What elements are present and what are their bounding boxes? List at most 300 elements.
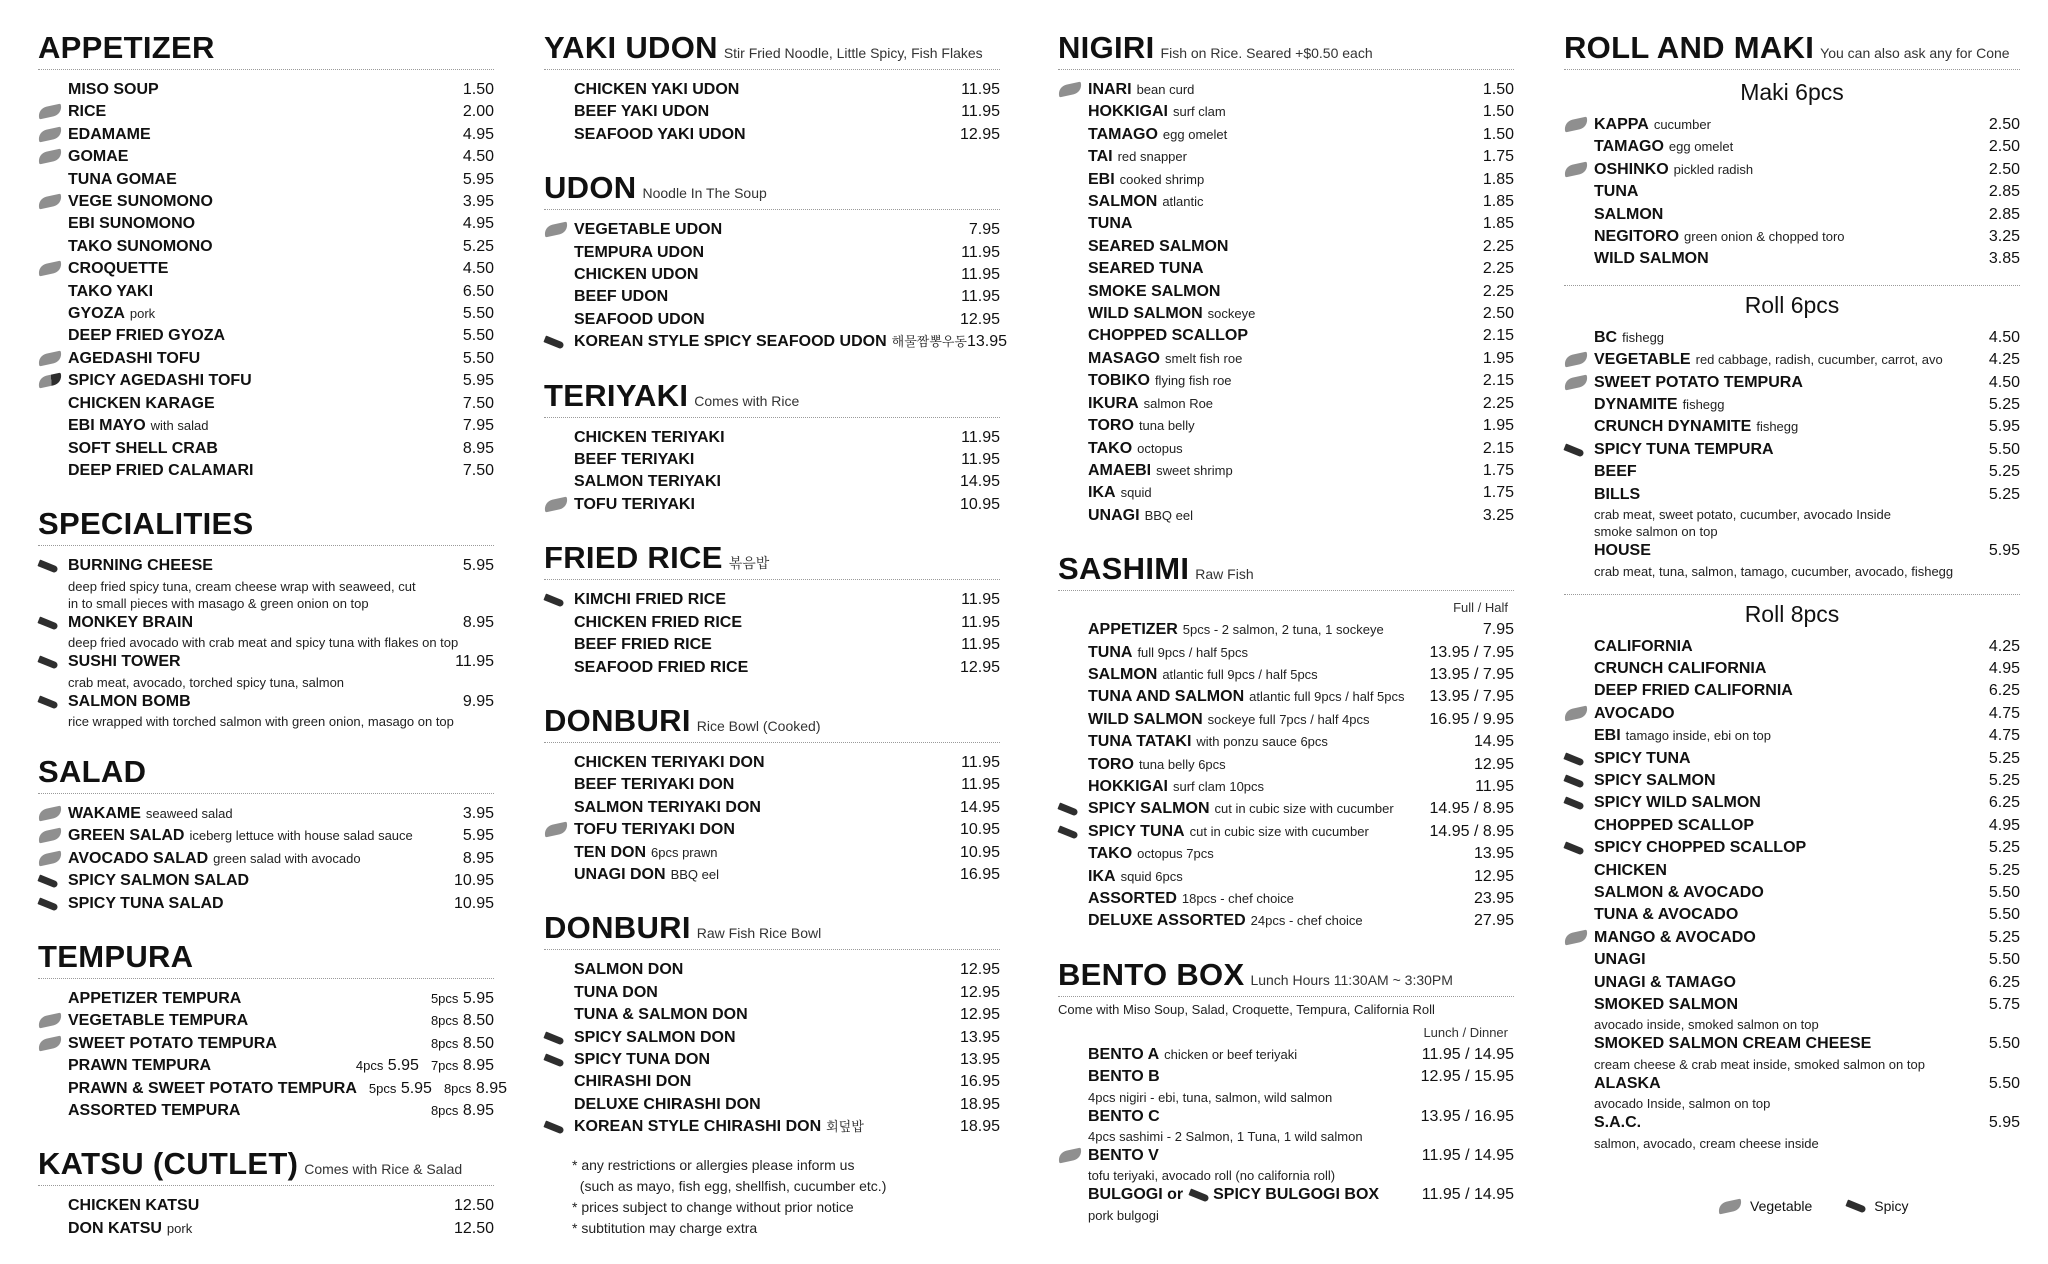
item-name: SPICY TUNA DON — [574, 1050, 711, 1068]
menu-item — [38, 1218, 494, 1240]
menu-item-row — [1088, 1044, 1514, 1066]
menu-item-row — [68, 988, 494, 1010]
menu-item-row — [574, 427, 1000, 449]
menu-item-row — [574, 1049, 1000, 1071]
menu-item — [1058, 686, 1514, 708]
menu-item-row — [68, 415, 494, 437]
item-description: crab meat, tuna, salmon, tamago, cucumber, avocado, fishegg — [1594, 563, 1954, 579]
item-note: tamago inside, ebi on top — [1625, 728, 1771, 744]
menu-item — [38, 348, 494, 370]
item-price: 5.50 — [1988, 1074, 2020, 1092]
menu-item — [38, 848, 494, 870]
item-name: CHICKEN FRIED RICE — [574, 613, 743, 631]
item-price: 5.25 — [1988, 485, 2020, 503]
menu-item — [544, 589, 1000, 611]
menu-item-row — [1088, 910, 1514, 932]
menu-item-row — [574, 982, 1000, 1004]
item-name: DELUXE ASSORTED — [1088, 912, 1246, 930]
section-subtitle: Raw Fish — [1195, 566, 1254, 583]
item-price: 1.50 — [1482, 81, 1514, 98]
item-price: 2.50 — [1482, 305, 1514, 323]
menu-item — [544, 449, 1000, 471]
menu-item-row — [1088, 1106, 1514, 1128]
menu-item — [1058, 1106, 1514, 1145]
item-name: DELUXE CHIRASHI DON — [574, 1095, 761, 1113]
item-price: 8.95 — [462, 1057, 494, 1075]
menu-item — [38, 1078, 508, 1100]
menu-item — [1564, 439, 2020, 461]
menu-item-row — [574, 634, 1000, 656]
menu-item — [544, 427, 1000, 449]
menu-item-row — [68, 236, 494, 258]
menu-item-row — [68, 393, 494, 415]
item-price: 2.15 — [1482, 372, 1514, 390]
menu-item-row — [1594, 949, 2020, 971]
section-header — [38, 754, 494, 794]
item-name: SWEET POTATO TEMPURA — [1594, 373, 1803, 391]
menu-item-row — [1594, 1073, 2020, 1095]
item-note: octopus 7pcs — [1137, 846, 1214, 862]
section-header — [544, 170, 1000, 210]
menu-item-row — [1594, 860, 2020, 882]
item-name: SPICY TUNA SALAD — [68, 894, 224, 912]
item-name: SMOKED SALMON — [1594, 996, 1738, 1013]
menu-item — [38, 370, 494, 392]
menu-item — [38, 258, 494, 280]
menu-item — [544, 219, 1000, 241]
item-price: 1.85 — [1482, 215, 1514, 233]
item-price: 13.95 — [959, 1050, 1000, 1068]
menu-item-row — [1088, 686, 1514, 708]
item-name: DEEP FRIED CALAMARI — [68, 461, 254, 479]
chili-pepper-icon — [1563, 797, 1584, 811]
item-price: 5.95 — [462, 827, 494, 845]
item-note: 24pcs - chef choice — [1250, 913, 1363, 929]
item-price: 12.95 / 15.95 — [1420, 1068, 1514, 1086]
item-price: 11.95 — [961, 636, 1000, 654]
menu-item — [1058, 910, 1514, 932]
item-name: TEMPURA UDON — [574, 243, 705, 261]
item-name: TUNA AND SALMON — [1088, 688, 1245, 706]
menu-item-row — [574, 286, 1000, 308]
menu-item — [1058, 1066, 1514, 1105]
item-price: 4.50 — [1988, 373, 2020, 391]
chili-pepper-icon — [37, 560, 58, 574]
section-title: SPECIALITIES — [38, 506, 254, 542]
item-price: 5.50 — [462, 349, 494, 367]
menu-item — [1058, 888, 1514, 910]
item-name: CHOPPED SCALLOP — [1594, 816, 1755, 834]
menu-item-row — [1594, 204, 2020, 226]
menu-item — [38, 303, 494, 325]
item-name: BURNING CHEESE — [68, 557, 213, 575]
footnote-line: * any restrictions or allergies please inform us — [572, 1156, 855, 1173]
item-name: VEGE SUNOMONO — [68, 193, 213, 211]
menu-item — [38, 438, 494, 460]
item-price: 1.75 — [1482, 461, 1514, 479]
section-subtitle: Comes with Rice — [694, 392, 800, 409]
item-name: UNAGI DON — [574, 865, 666, 883]
item-description: rice wrapped with torched salmon with green onion, masago on top — [68, 713, 454, 729]
group-title: Roll 8pcs — [1744, 600, 1840, 627]
item-price: 5.95 — [1988, 542, 2020, 560]
item-name: UNAGI — [1594, 951, 1646, 969]
menu-item-row — [1088, 709, 1514, 731]
item-name: VEGETABLE UDON — [574, 221, 723, 239]
item-name: SPICY TUNA — [1594, 749, 1691, 767]
item-name: TUNA TATAKI — [1088, 733, 1192, 751]
piece-count: 7pcs — [430, 1058, 459, 1074]
item-description: 4pcs nigiri - ebi, tuna, salmon, wild salmon — [1088, 1089, 1333, 1105]
item-note: 회덮밥 — [826, 1119, 864, 1135]
item-name: CHICKEN KARAGE — [68, 394, 215, 412]
chili-pepper-icon — [543, 1031, 564, 1045]
menu-item — [544, 471, 1000, 493]
menu-item-row — [1088, 393, 1514, 415]
legend-vegetable-label: Vegetable — [1750, 1198, 1813, 1214]
item-price: 10.95 — [453, 872, 494, 890]
item-name: TAKO SUNOMONO — [68, 237, 213, 255]
menu-item — [38, 236, 494, 258]
menu-section — [38, 506, 494, 730]
menu-item — [38, 825, 494, 847]
item-name: TOBIKO — [1088, 372, 1150, 390]
menu-item — [544, 982, 1000, 1004]
menu-item-row — [68, 348, 494, 370]
item-note: surf clam — [1173, 104, 1226, 120]
chili-pepper-icon — [1057, 803, 1078, 817]
menu-item — [544, 286, 1000, 308]
item-price: 1.95 — [1482, 349, 1514, 367]
menu-item — [1564, 658, 2020, 680]
item-name: SWEET POTATO TEMPURA — [68, 1034, 277, 1052]
item-price: 4.50 — [1988, 328, 2020, 346]
item-description: deep fried spicy tuna, cream cheese wrap with seaweed, cut — [68, 578, 416, 594]
chili-pepper-icon — [37, 616, 58, 630]
menu-item-row — [1594, 181, 2020, 203]
menu-item-row — [68, 1010, 494, 1032]
item-description: smoke salmon on top — [1594, 524, 1718, 540]
chili-pepper-icon — [37, 897, 58, 911]
footnote-line: * subtitution may charge extra — [572, 1219, 758, 1236]
item-name: TUNA & SALMON DON — [574, 1006, 748, 1024]
item-price: 11.95 / 14.95 — [1421, 1147, 1514, 1165]
item-price: 2.00 — [462, 103, 494, 121]
item-name: MASAGO — [1088, 349, 1160, 367]
menu-item — [1058, 393, 1514, 415]
item-note: BBQ eel — [670, 866, 719, 882]
leaf-icon — [37, 104, 63, 120]
leaf-icon — [37, 806, 63, 822]
menu-item — [544, 1071, 1000, 1093]
section-header — [544, 540, 1000, 580]
item-name: APPETIZER — [1088, 621, 1178, 639]
group-title: Maki 6pcs — [1740, 79, 1844, 105]
menu-item — [1564, 204, 2020, 226]
item-note: cut in cubic size with cucumber — [1189, 823, 1369, 839]
item-price: 12.50 — [453, 1219, 494, 1237]
item-note: fishegg — [1682, 397, 1725, 413]
item-name: KOREAN STYLE SPICY SEAFOOD UDON — [574, 333, 887, 351]
chili-pepper-icon — [543, 594, 564, 608]
item-name: SEARED SALMON — [1088, 237, 1229, 255]
menu-item-row — [68, 370, 494, 392]
menu-item-row — [68, 870, 494, 892]
item-price: 18.95 — [959, 1118, 1000, 1136]
piece-count: 5pcs — [368, 1080, 397, 1096]
item-name: SOFT SHELL CRAB — [68, 439, 218, 457]
item-price: 23.95 — [1473, 890, 1514, 907]
leaf-icon — [1057, 82, 1083, 98]
menu-item-row — [1594, 792, 2020, 814]
menu-item — [544, 819, 1000, 841]
menu-item-row — [68, 825, 494, 847]
item-price: 3.25 — [1482, 506, 1514, 524]
item-price: 14.95 / 8.95 — [1429, 822, 1514, 840]
item-price: 5.25 — [462, 237, 494, 255]
item-name: TEN DON — [574, 843, 646, 861]
item-price: 5.50 — [1988, 883, 2020, 901]
item-name: SMOKED SALMON CREAM CHEESE — [1594, 1035, 1872, 1053]
item-price: 1.50 — [1482, 125, 1514, 143]
item-price: 5.50 — [1988, 1035, 2020, 1053]
item-name: KIMCHI FRIED RICE — [574, 591, 726, 609]
menu-item-row — [574, 101, 1000, 123]
item-price: 2.50 — [1988, 116, 2020, 133]
item-name: MISO SOUP — [68, 81, 159, 98]
footnotes — [544, 1155, 1000, 1239]
menu-item-row — [1594, 1112, 2020, 1134]
menu-item — [38, 213, 494, 235]
menu-item — [1564, 882, 2020, 904]
item-price: 4.95 — [1988, 816, 2020, 834]
item-note: chicken or beef teriyaki — [1164, 1046, 1298, 1062]
menu-item-row — [1594, 372, 2020, 394]
item-price: 5.95 — [1988, 1114, 2020, 1132]
item-name: SALMON BOMB — [68, 692, 191, 710]
item-price: 6.50 — [462, 282, 494, 300]
item-note: sweet shrimp — [1156, 462, 1233, 478]
menu-item — [1058, 303, 1514, 325]
menu-item — [1564, 703, 2020, 725]
menu-item — [544, 1004, 1000, 1026]
menu-item — [1564, 680, 2020, 702]
item-name: CROQUETTE — [68, 260, 169, 278]
chili-pepper-icon — [1057, 825, 1078, 839]
item-price: 2.15 — [1482, 327, 1514, 345]
menu-item — [544, 1027, 1000, 1049]
menu-item — [38, 415, 494, 437]
item-price: 4.50 — [462, 260, 494, 278]
menu-item-row — [574, 494, 1000, 516]
footnote-line: * prices subject to change without prior notice — [572, 1198, 854, 1215]
item-price: 4.95 — [462, 125, 494, 143]
item-note: pickled radish — [1673, 161, 1754, 177]
item-price: 11.95 — [961, 591, 1000, 609]
menu-item-row — [1594, 703, 2020, 725]
menu-item — [1564, 540, 2020, 579]
menu-item-row — [574, 1116, 1000, 1138]
menu-item-row — [574, 79, 1000, 101]
item-name: SPICY SALMON DON — [574, 1028, 736, 1046]
menu-item — [38, 146, 494, 168]
item-name: VEGETABLE TEMPURA — [68, 1012, 249, 1030]
item-price: 7.50 — [462, 461, 494, 479]
item-name: TAMAGO — [1088, 125, 1158, 143]
section-subtitle: Comes with Rice & Salad — [304, 1161, 463, 1178]
chili-pepper-icon — [1563, 774, 1584, 788]
section-note: Come with Miso Soup, Salad, Croquette, Tempura, California Roll — [1058, 1001, 1435, 1017]
item-price: 11.95 — [1475, 777, 1514, 795]
item-name: EBI — [1594, 727, 1621, 745]
item-name: EBI MAYO — [68, 417, 146, 435]
item-name: IKA — [1088, 867, 1116, 885]
menu-item — [1564, 860, 2020, 882]
leaf-icon — [543, 497, 569, 513]
menu-item-row — [1594, 114, 2020, 136]
menu-item — [1058, 619, 1514, 641]
menu-item-row — [68, 325, 494, 347]
menu-item — [1564, 416, 2020, 438]
menu-item — [1058, 709, 1514, 731]
item-price-option — [444, 1078, 507, 1100]
item-name: NEGITORO — [1594, 228, 1680, 246]
item-price: 5.95 — [387, 1057, 419, 1075]
chili-pepper-icon — [1563, 443, 1584, 457]
item-name: BEEF YAKI UDON — [574, 103, 710, 121]
menu-item — [544, 331, 1008, 353]
item-description: cream cheese & crab meat inside, smoked salmon on top — [1594, 1056, 1925, 1072]
menu-item-row — [68, 1218, 494, 1240]
menu-item — [544, 959, 1000, 981]
leaf-icon — [543, 822, 569, 838]
leaf-icon — [1717, 1198, 1743, 1214]
menu-item-row — [1594, 927, 2020, 949]
item-price: 3.95 — [462, 804, 494, 822]
menu-item-row — [1088, 101, 1514, 123]
price-column-header: Full / Half — [1453, 600, 1508, 616]
leaf-icon — [1563, 117, 1589, 133]
item-price: 1.85 — [1482, 170, 1514, 188]
menu-item-row — [68, 169, 494, 191]
menu-item-row — [1088, 325, 1514, 347]
menu-item-row — [1594, 136, 2020, 158]
item-price: 7.50 — [462, 394, 494, 412]
menu-item — [1058, 843, 1514, 865]
item-note: tuna belly 6pcs — [1138, 756, 1226, 772]
item-price: 12.95 — [959, 658, 1000, 676]
item-name: TAI — [1088, 148, 1113, 166]
item-price: 5.50 — [1988, 906, 2020, 924]
menu-item-row — [68, 258, 494, 280]
menu-item-row — [1088, 843, 1514, 865]
leaf-icon — [37, 828, 63, 844]
section-header — [38, 1146, 494, 1186]
menu-item — [1564, 972, 2020, 994]
menu-item — [1058, 438, 1514, 460]
item-name: CRUNCH DYNAMITE — [1594, 418, 1752, 436]
menu-item-row — [1088, 888, 1514, 910]
menu-item — [38, 612, 494, 651]
item-price: 5.50 — [462, 305, 494, 323]
section-title: FRIED RICE — [544, 540, 723, 576]
menu-item — [1564, 136, 2020, 158]
menu-section — [38, 30, 494, 482]
item-price: 5.50 — [462, 327, 494, 345]
item-note: red cabbage, radish, cucumber, carrot, avo — [1695, 352, 1943, 368]
leaf-icon — [37, 149, 63, 165]
item-name: EBI — [1088, 170, 1115, 188]
item-price: 6.25 — [1988, 973, 2020, 991]
item-name: SPICY TUNA TEMPURA — [1594, 440, 1774, 458]
menu-item-row — [1594, 770, 2020, 792]
item-name: BEEF UDON — [574, 288, 669, 306]
item-price: 10.95 — [959, 843, 1000, 861]
section-subtitle: Rice Bowl (Cooked) — [696, 717, 821, 734]
menu-item-row — [1594, 882, 2020, 904]
leaf-icon — [37, 261, 63, 277]
menu-item-row — [1088, 866, 1514, 888]
menu-item — [1058, 146, 1514, 168]
menu-item-row — [1088, 213, 1514, 235]
item-name: ASSORTED TEMPURA — [68, 1102, 241, 1119]
legend-spicy-label: Spicy — [1874, 1198, 1909, 1214]
menu-item — [1058, 79, 1514, 101]
menu-item — [1564, 1073, 2020, 1112]
item-price: 6.25 — [1988, 794, 2020, 812]
menu-item-row — [1088, 460, 1514, 482]
item-price-option — [431, 1100, 494, 1122]
section-header — [544, 703, 1000, 743]
menu-item — [1058, 191, 1514, 213]
menu-item-row — [1088, 1184, 1514, 1206]
item-name: TUNA — [1088, 643, 1133, 661]
leaf-icon — [1563, 374, 1589, 390]
item-price: 1.50 — [1482, 103, 1514, 121]
item-price: 14.95 — [959, 798, 1000, 816]
item-price: 2.50 — [1988, 160, 2020, 178]
item-name: ASSORTED — [1088, 890, 1177, 907]
item-price: 5.95 — [462, 557, 494, 575]
item-price: 3.25 — [1988, 228, 2020, 246]
item-name: KAPPA — [1594, 116, 1649, 133]
menu-item-row — [1088, 281, 1514, 303]
menu-item-row — [68, 101, 494, 123]
menu-item-row — [574, 471, 1000, 493]
group-divider — [1564, 285, 2020, 286]
item-name: SEARED TUNA — [1088, 260, 1204, 278]
item-price: 7.95 — [968, 221, 1000, 239]
item-price: 12.95 — [959, 983, 1000, 1001]
piece-count: 8pcs — [430, 1035, 459, 1051]
menu-item — [1058, 754, 1514, 776]
item-note: red snapper — [1117, 149, 1187, 165]
leaf-icon — [37, 850, 63, 866]
menu-item-row — [68, 691, 494, 713]
item-name: TAKO — [1088, 845, 1133, 863]
item-price: 12.50 — [453, 1197, 494, 1215]
menu-item — [1058, 213, 1514, 235]
item-price: 11.95 — [961, 103, 1000, 121]
menu-section — [544, 378, 1000, 517]
section-header — [38, 939, 494, 979]
menu-item — [38, 870, 494, 892]
item-note: fishegg — [1622, 329, 1665, 345]
menu-section — [1564, 30, 2020, 1152]
menu-item-row — [1594, 658, 2020, 680]
chili-pepper-icon — [543, 1053, 564, 1067]
item-price: 11.95 — [961, 451, 1000, 469]
